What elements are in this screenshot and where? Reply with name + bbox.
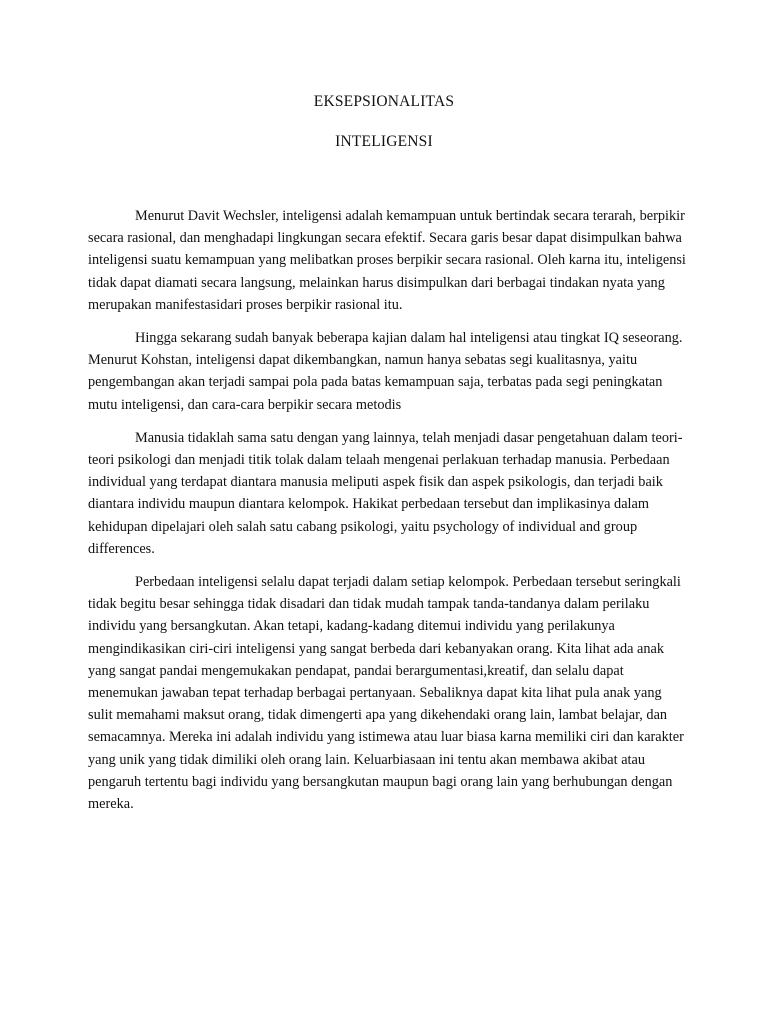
paragraph-4: Perbedaan inteligensi selalu dapat terjadi dalam setiap kelompok. Perbedaan tersebut seringkali tidak begitu besar sehingga tidak disadari dan tidak mudah tampak tanda-tandanya dalam perilaku individu yang bersangkutan. Akan tetapi, kadang-kadang ditemui individu yang perilakunya mengindikasikan ciri-ciri inteligensi yang sangat berbeda dari kebanyakan orang. Kita lihat ada anak yang sangat pandai mengemukakan pendapat, pandai berargumentasi,kreatif, dan selalu dapat menemukan jawaban tepat terhadap berbagai pertanyaan. Sebaliknya dapat kita lihat pula anak yang sulit memahami maksut orang, tidak dimengerti apa yang dikehendaki orang lain, lambat belajar, dan semacamnya. Mereka ini adalah individu yang istimewa atau luar biasa karna memiliki ciri dan karakter yang unik yang tidak dimiliki oleh orang lain. Keluarbiasaan ini tentu akan membawa akibat atau pengaruh tertentu bagi individu yang bersangkutan maupun bagi orang lain yang berhubungan dengan mereka. [88,574,684,813]
document-subtitle: INTELIGENSI [335,133,433,150]
document-body [88,205,688,826]
paragraph-1: Menurut Davit Wechsler, inteligensi adalah kemampuan untuk bertindak secara terarah, berpikir secara rasional, dan menghadapi lingkungan secara efektif. Secara garis besar dapat disimpulkan bahwa inteligensi suatu kemampuan yang melibatkan proses berpikir secara rasional. Oleh karna itu, inteligensi tidak dapat diamati secara langsung, melainkan harus disimpulkan dari berbagai tindakan nyata yang merupakan manifestasidari proses berpikir rasional itu. [88,208,686,313]
paragraph-3: Manusia tidaklah sama satu dengan yang lainnya, telah menjadi dasar pengetahuan dalam teori-teori psikologi dan menjadi titik tolak dalam telaah mengenai perlakuan terhadap manusia. Perbedaan individual yang terdapat diantara manusia meliputi aspek fisik dan aspek psikologis, dan terjadi baik diantara individu maupun diantara kelompok. Hakikat perbedaan tersebut dan implikasinya dalam kehidupan dipelajari oleh salah satu cabang psikologi, yaitu psychology of individual and group differences. [88,429,683,557]
document-title: EKSEPSIONALITAS [313,93,455,110]
paragraph-2: Hingga sekarang sudah banyak beberapa kajian dalam hal inteligensi atau tingkat IQ seseorang. Menurut Kohstan, inteligensi dapat dikembangkan, namun hanya sebatas segi kualitasnya, yaitu pengembangan akan terjadi sampai pola pada batas kemampuan saja, terbatas pada segi peningkatan mutu inteligensi, dan cara-cara berpikir secara metodis [88,330,683,413]
